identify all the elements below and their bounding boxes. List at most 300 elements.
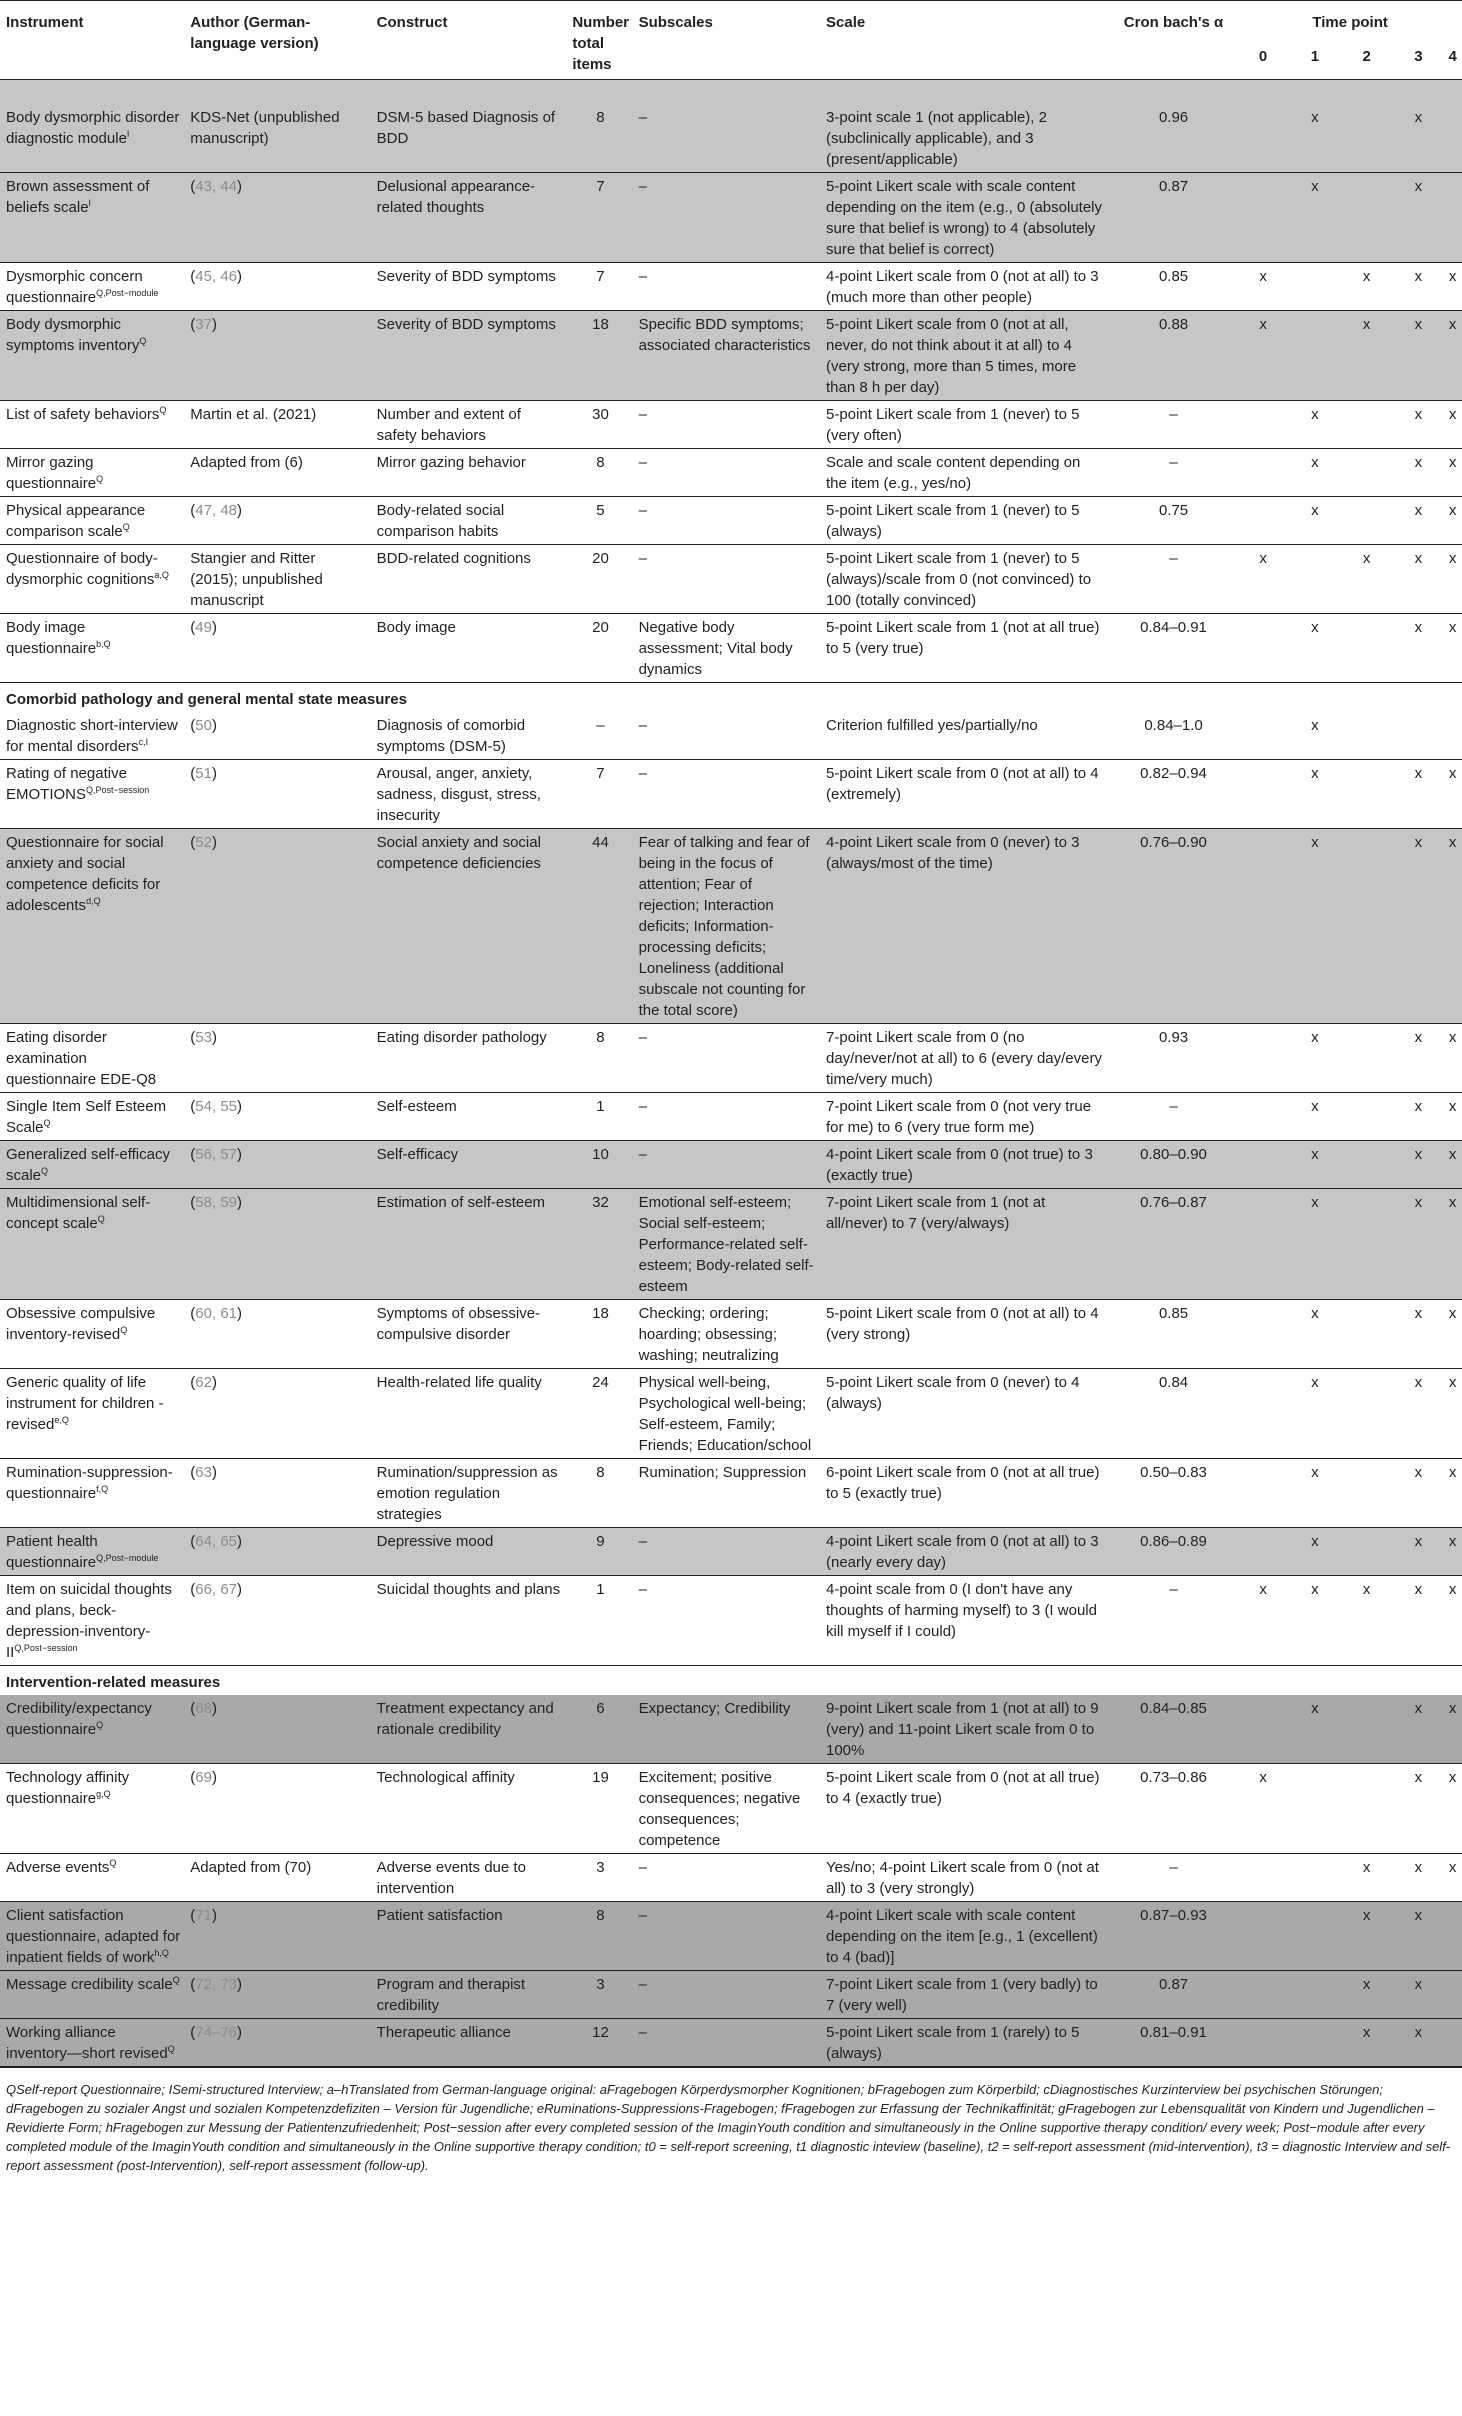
instrument-superscript: Q	[96, 1720, 104, 1730]
reference-link[interactable]: 60, 61	[195, 1305, 238, 1322]
timepoint-0-cell	[1236, 1695, 1288, 1764]
number-items-cell: 8	[596, 454, 605, 471]
number-items-cell: –	[596, 717, 605, 734]
timepoint-1-cell: x	[1311, 406, 1319, 423]
subscales-cell: –	[638, 717, 647, 734]
instrument-superscript: e,Q	[54, 1415, 69, 1425]
scale-cell: 5-point Likert scale from 0 (not at all, never, do not think about it at all) to 4 (very strong, more than 5 times, more than 8 h per day)	[826, 316, 1077, 396]
author-text: Stangier and Ritter (2015); unpublished manuscript	[190, 550, 323, 609]
table-body	[0, 80, 1462, 2067]
timepoint-4-cell: x	[1448, 1374, 1457, 1391]
timepoint-0-cell	[1236, 1024, 1288, 1093]
number-items-cell: 8	[596, 1029, 605, 1046]
number-items-cell: 20	[592, 550, 609, 567]
timepoint-3-cell: x	[1414, 619, 1423, 636]
instrument-cell	[0, 1141, 184, 1189]
construct-cell: DSM-5 based Diagnosis of BDD	[376, 109, 556, 147]
timepoint-4-cell: x	[1448, 834, 1457, 851]
instrument-superscript: Q	[41, 1166, 49, 1176]
table-row	[0, 1971, 1462, 2019]
author-text: KDS-Net (unpublished manuscript)	[190, 109, 340, 147]
instrument-superscript: Q	[172, 1975, 180, 1985]
timepoint-2-cell: x	[1362, 550, 1371, 567]
number-items-cell: 18	[592, 316, 609, 333]
timepoint-4-cell: x	[1448, 1194, 1457, 1211]
timepoint-2-cell	[1340, 173, 1392, 263]
timepoint-2-cell	[1340, 449, 1392, 497]
instrument-superscript: Q,Post−module	[96, 1553, 159, 1563]
subscales-cell: –	[638, 502, 647, 519]
author-cell: (58, 59)	[190, 1194, 243, 1211]
construct-cell: Self-efficacy	[376, 1146, 459, 1163]
reference-link[interactable]: 37	[195, 316, 212, 333]
cronbach-alpha-cell: –	[1169, 1098, 1178, 1115]
timepoint-4-cell: x	[1448, 765, 1457, 782]
number-items-cell: 9	[596, 1533, 605, 1550]
timepoint-3-cell: x	[1414, 2024, 1423, 2041]
number-items-cell: 8	[596, 1464, 605, 1481]
header-scale: Scale	[826, 14, 866, 31]
instrument-superscript: Q	[96, 474, 104, 484]
footnote-text: QSelf-report Questionnaire; ISemi-structured Interview; a–hTranslated from German-language original: aFragebogen Körperdysmorpher Kognitionen; bFragebogen zum Körperbild; cDiagnostisches Kurzinterview bei psychischen Störungen; dFragebogen zu sozialer Angst und sozialen Kompetenzdefiziten – Version für Jugendliche; eRuminations-Suppressions-Fragebogen; fFragebogen zur Erfassung der Technikaffinität; gFragebogen zur Lebensqualität von Kindern und Jugendlichen – Revidierte Form; hFragebogen zur Messung der Patientenzufriedenheit; Post−session after every completed session of the ImaginYouth condition and simultaneously in the Online supportive therapy condition/ every week; Post−module after every completed module of the ImaginYouth condition and simultaneously in the Online supportive therapy condition; t0 = self-report screening, t1 diagnostic inteview (baseline), t2 = self-report assessment (mid-intervention), t3 = diagnostic Interview and self-report assessment (post-Intervention), self-report assessment (follow-up).	[6, 2082, 1451, 2173]
reference-link[interactable]: 45, 46	[195, 268, 238, 285]
timepoint-1-cell: x	[1311, 765, 1319, 782]
table-row	[0, 1764, 1462, 1854]
timepoint-4-cell: x	[1448, 1146, 1457, 1163]
instrument-cell	[0, 1369, 184, 1459]
scale-cell: 4-point Likert scale from 0 (never) to 3 (always/most of the time)	[826, 834, 1080, 872]
instrument-name: Dysmorphic concern questionnaire	[6, 268, 143, 306]
timepoint-1-cell	[1288, 1764, 1340, 1854]
scale-cell: 7-point Likert scale from 0 (no day/never/not at all) to 6 (every day/every time/very much)	[826, 1029, 1102, 1088]
instrument-name: Message credibility scale	[6, 1976, 173, 1993]
header-instrument: Instrument	[6, 14, 84, 31]
header-tp-3: 3	[1414, 48, 1423, 66]
timepoint-3-cell: x	[1414, 1464, 1423, 1481]
timepoint-3-cell: x	[1414, 1098, 1423, 1115]
reference-link[interactable]: 62	[195, 1374, 212, 1391]
timepoint-4-cell: x	[1448, 1581, 1457, 1598]
number-items-cell: 3	[596, 1976, 605, 1993]
header-timepoint: Time point	[1312, 14, 1388, 31]
timepoint-1-cell: x	[1311, 1374, 1319, 1391]
subscales-cell: Checking; ordering; hoarding; obsessing; washing; neutralizing	[638, 1305, 779, 1364]
timepoint-1-cell	[1288, 1971, 1340, 2019]
instrument-name: Diagnostic short-interview for mental disorders	[6, 717, 178, 755]
timepoint-0-cell: x	[1259, 268, 1267, 285]
table-footnote	[0, 2067, 1462, 2175]
number-items-cell: 20	[592, 619, 609, 636]
timepoint-3-cell	[1392, 712, 1444, 760]
table-row	[0, 829, 1462, 1024]
subscales-cell: –	[638, 1146, 647, 1163]
timepoint-3-cell: x	[1414, 109, 1423, 126]
timepoint-0-cell	[1236, 1300, 1288, 1369]
timepoint-2-cell	[1340, 104, 1392, 173]
timepoint-0-cell	[1236, 449, 1288, 497]
construct-cell: Delusional appearance-related thoughts	[376, 178, 536, 216]
scale-cell: 5-point Likert scale from 0 (never) to 4 (always)	[826, 1374, 1080, 1412]
construct-cell: Rumination/suppression as emotion regulation strategies	[376, 1464, 558, 1523]
cronbach-alpha-cell: 0.76–0.87	[1140, 1194, 1207, 1211]
author-cell: (72, 73)	[190, 1976, 243, 1993]
timepoint-4-cell: x	[1448, 1533, 1457, 1550]
construct-cell: BDD-related cognitions	[376, 550, 531, 567]
scale-cell: 5-point Likert scale from 0 (not at all true) to 4 (exactly true)	[826, 1769, 1100, 1807]
instrument-name: Obsessive compulsive inventory-revised	[6, 1305, 156, 1343]
timepoint-1-cell: x	[1311, 834, 1319, 851]
table-row	[0, 1141, 1462, 1189]
timepoint-2-cell: x	[1362, 1581, 1371, 1598]
instrument-cell	[0, 1024, 184, 1093]
instrument-superscript: Q	[43, 1118, 51, 1128]
author-cell: (45, 46)	[190, 268, 243, 285]
scale-cell: Scale and scale content depending on the item (e.g., yes/no)	[826, 454, 1081, 492]
timepoint-0-cell	[1236, 1902, 1288, 1971]
number-items-cell: 6	[596, 1700, 605, 1717]
instrument-name: List of safety behaviors	[6, 406, 160, 423]
author-cell: (68)	[190, 1700, 217, 1717]
timepoint-3-cell: x	[1414, 1374, 1423, 1391]
section-heading: Intervention-related measures	[6, 1674, 221, 1691]
section-row	[0, 683, 1462, 713]
timepoint-4-cell	[1443, 173, 1462, 263]
instrument-cell	[0, 614, 184, 683]
timepoint-4-cell: x	[1448, 1859, 1457, 1876]
cronbach-alpha-cell: 0.84–0.91	[1140, 619, 1207, 636]
subscales-cell: –	[638, 1859, 647, 1876]
author-cell	[184, 545, 370, 614]
reference-link[interactable]: 72, 73	[195, 1976, 238, 1993]
table-row	[0, 1369, 1462, 1459]
number-items-cell: 24	[592, 1374, 609, 1391]
number-items-cell: 8	[596, 109, 605, 126]
cronbach-alpha-cell: 0.93	[1158, 1029, 1189, 1046]
number-items-cell: 12	[592, 2024, 609, 2041]
timepoint-3-cell: x	[1414, 454, 1423, 471]
timepoint-1-cell: x	[1311, 178, 1319, 195]
reference-link[interactable]: 56, 57	[195, 1146, 238, 1163]
author-cell: (64, 65)	[190, 1533, 243, 1550]
timepoint-4-cell: x	[1448, 1029, 1457, 1046]
instrument-cell	[0, 1902, 184, 1971]
number-items-cell: 18	[592, 1305, 609, 1322]
timepoint-3-cell: x	[1414, 1194, 1423, 1211]
timepoint-0-cell	[1236, 1459, 1288, 1528]
table-row	[0, 1528, 1462, 1576]
timepoint-2-cell	[1340, 1300, 1392, 1369]
number-items-cell: 32	[592, 1194, 609, 1211]
author-cell: (47, 48)	[190, 502, 243, 519]
timepoint-2-cell	[1340, 1093, 1392, 1141]
timepoint-0-cell: x	[1259, 1769, 1267, 1786]
author-cell	[184, 401, 370, 449]
instrument-name: Client satisfaction questionnaire, adapted for inpatient fields of work	[6, 1907, 181, 1966]
author-cell: (52)	[190, 834, 217, 851]
timepoint-0-cell	[1236, 1528, 1288, 1576]
instrument-superscript: Q	[159, 405, 167, 415]
instrument-superscript: c,I	[138, 737, 149, 747]
instrument-name: Body dysmorphic symptoms inventory	[6, 316, 140, 354]
timepoint-2-cell	[1340, 1459, 1392, 1528]
cronbach-alpha-cell: 0.80–0.90	[1140, 1146, 1207, 1163]
timepoint-3-cell: x	[1414, 834, 1423, 851]
table-row	[0, 1189, 1462, 1300]
cronbach-alpha-cell: 0.86–0.89	[1140, 1533, 1207, 1550]
author-cell: (74–76)	[190, 2024, 243, 2041]
timepoint-0-cell: x	[1259, 550, 1267, 567]
author-cell	[184, 449, 370, 497]
scale-cell: 4-point scale from 0 (I don't have any thoughts of harming myself) to 3 (I would kill myself if I could)	[826, 1581, 1097, 1640]
subscales-cell: Expectancy; Credibility	[638, 1700, 791, 1717]
timepoint-4-cell	[1443, 1971, 1462, 2019]
timepoint-1-cell: x	[1311, 454, 1319, 471]
number-items-cell: 5	[596, 502, 605, 519]
scale-cell: 7-point Likert scale from 0 (not very true for me) to 6 (very true form me)	[826, 1098, 1092, 1136]
author-cell: (71)	[190, 1907, 217, 1924]
header-tp-2: 2	[1362, 48, 1371, 66]
reference-link[interactable]: 50	[195, 717, 212, 734]
timepoint-2-cell	[1340, 497, 1392, 545]
subscales-cell: –	[638, 178, 647, 195]
number-items-cell: 7	[596, 178, 605, 195]
timepoint-2-cell: x	[1362, 2024, 1371, 2041]
timepoint-1-cell	[1288, 2019, 1340, 2067]
timepoint-3-cell: x	[1414, 1907, 1423, 1924]
timepoint-0-cell	[1236, 760, 1288, 829]
instrument-cell	[0, 173, 184, 263]
cronbach-alpha-cell: 0.87–0.93	[1140, 1907, 1207, 1924]
timepoint-1-cell	[1288, 1854, 1340, 1902]
construct-cell: Diagnosis of comorbid symptoms (DSM-5)	[376, 717, 526, 755]
timepoint-4-cell: x	[1448, 619, 1457, 636]
subscales-cell: –	[638, 550, 647, 567]
timepoint-3-cell: x	[1414, 1029, 1423, 1046]
instrument-superscript: b,Q	[96, 639, 111, 649]
instrument-name: Patient health questionnaire	[6, 1533, 98, 1571]
timepoint-1-cell: x	[1311, 1029, 1319, 1046]
header-spacer-row	[0, 80, 1462, 105]
reference-link[interactable]: 66, 67	[195, 1581, 238, 1598]
construct-cell: Self-esteem	[376, 1098, 457, 1115]
timepoint-0-cell	[1236, 173, 1288, 263]
number-items-cell: 7	[596, 765, 605, 782]
timepoint-0-cell	[1236, 1093, 1288, 1141]
subscales-cell: Fear of talking and fear of being in the focus of attention; Fear of rejection; Interaction deficits; Information-processing deficits; Loneliness (additional subscale not counting for the total score)	[638, 834, 810, 1019]
instrument-superscript: I	[88, 198, 92, 208]
construct-cell: Program and therapist credibility	[376, 1976, 526, 2014]
timepoint-4-cell: x	[1448, 1305, 1457, 1322]
author-text: Adapted from (6)	[190, 454, 303, 471]
construct-cell: Social anxiety and social competence deficiencies	[376, 834, 541, 872]
cronbach-alpha-cell: 0.82–0.94	[1140, 765, 1207, 782]
subscales-cell: –	[638, 765, 647, 782]
number-items-cell: 1	[596, 1098, 605, 1115]
instrument-name: Body image questionnaire	[6, 619, 97, 657]
scale-cell: Yes/no; 4-point Likert scale from 0 (not at all) to 3 (very strongly)	[826, 1859, 1099, 1897]
instrument-cell	[0, 829, 184, 1024]
reference-link[interactable]: 71	[195, 1907, 212, 1924]
table-row	[0, 614, 1462, 683]
timepoint-3-cell: x	[1414, 1581, 1423, 1598]
instrument-name: Brown assessment of beliefs scale	[6, 178, 150, 216]
scale-cell: 5-point Likert scale from 1 (never) to 5 (very often)	[826, 406, 1080, 444]
timepoint-1-cell: x	[1311, 1098, 1319, 1115]
timepoint-4-cell	[1443, 712, 1462, 760]
reference-link[interactable]: 47, 48	[195, 502, 238, 519]
header-subscales: Subscales	[638, 14, 713, 31]
instrument-cell	[0, 1189, 184, 1300]
instrument-name: Working alliance inventory—short revised	[6, 2024, 168, 2062]
timepoint-3-cell: x	[1414, 268, 1423, 285]
construct-cell: Patient satisfaction	[376, 1907, 503, 1924]
table-row	[0, 401, 1462, 449]
timepoint-3-cell: x	[1414, 1146, 1423, 1163]
timepoint-3-cell: x	[1414, 502, 1423, 519]
construct-cell: Body image	[376, 619, 456, 636]
subscales-cell: Specific BDD symptoms; associated characteristics	[638, 316, 811, 354]
reference-link[interactable]: 51	[195, 765, 212, 782]
subscales-cell: –	[638, 1976, 647, 1993]
timepoint-0-cell	[1236, 1189, 1288, 1300]
timepoint-3-cell: x	[1414, 406, 1423, 423]
timepoint-2-cell	[1340, 401, 1392, 449]
timepoint-3-cell: x	[1414, 550, 1423, 567]
author-cell	[184, 1854, 370, 1902]
header-tp-0: 0	[1258, 48, 1268, 66]
reference-link[interactable]: 52	[195, 834, 212, 851]
instrument-name: Generic quality of life instrument for children -revised	[6, 1374, 164, 1433]
timepoint-3-cell: x	[1414, 1533, 1423, 1550]
instrument-cell	[0, 712, 184, 760]
timepoint-1-cell	[1288, 1902, 1340, 1971]
reference-link[interactable]: 68	[195, 1700, 212, 1717]
timepoint-0-cell	[1236, 2019, 1288, 2067]
timepoint-4-cell: x	[1448, 406, 1457, 423]
table-row	[0, 760, 1462, 829]
reference-link[interactable]: 74–76	[195, 2024, 238, 2041]
scale-cell: 5-point Likert scale from 1 (rarely) to 5 (always)	[826, 2024, 1080, 2062]
timepoint-2-cell	[1340, 1764, 1392, 1854]
timepoint-1-cell	[1288, 545, 1340, 614]
construct-cell: Suicidal thoughts and plans	[376, 1581, 561, 1598]
timepoint-1-cell: x	[1311, 1581, 1319, 1598]
subscales-cell: –	[638, 2024, 647, 2041]
table-row	[0, 712, 1462, 760]
subscales-cell: Negative body assessment; Vital body dynamics	[638, 619, 793, 678]
instrument-superscript: Q	[167, 2044, 175, 2054]
instrument-superscript: f,Q	[96, 1484, 109, 1494]
timepoint-4-cell	[1443, 1902, 1462, 1971]
timepoint-4-cell: x	[1448, 316, 1457, 333]
timepoint-2-cell: x	[1362, 1859, 1371, 1876]
instrument-cell	[0, 497, 184, 545]
timepoint-0-cell	[1236, 829, 1288, 1024]
timepoint-4-cell: x	[1448, 1098, 1457, 1115]
cronbach-alpha-cell: 0.96	[1158, 109, 1189, 126]
table-row	[0, 545, 1462, 614]
reference-link[interactable]: 63	[195, 1464, 212, 1481]
reference-link[interactable]: 53	[195, 1029, 212, 1046]
reference-link[interactable]: 54, 55	[195, 1098, 238, 1115]
table-row	[0, 1300, 1462, 1369]
instrument-superscript: Q,Post−session	[86, 785, 150, 795]
table-row	[0, 1024, 1462, 1093]
table-row	[0, 311, 1462, 401]
author-cell: (53)	[190, 1029, 217, 1046]
instrument-cell	[0, 401, 184, 449]
timepoint-1-cell: x	[1311, 502, 1319, 519]
timepoint-2-cell	[1340, 1369, 1392, 1459]
instrument-cell	[0, 1854, 184, 1902]
timepoint-2-cell: x	[1362, 268, 1371, 285]
author-text: Martin et al. (2021)	[190, 406, 317, 423]
subscales-cell: –	[638, 268, 647, 285]
cronbach-alpha-cell: 0.87	[1158, 178, 1189, 195]
number-items-cell: 1	[596, 1581, 605, 1598]
timepoint-3-cell: x	[1414, 1769, 1423, 1786]
instrument-superscript: h,Q	[154, 1948, 169, 1958]
reference-link[interactable]: 49	[195, 619, 212, 636]
timepoint-4-cell	[1443, 2019, 1462, 2067]
reference-link[interactable]: 64, 65	[195, 1533, 238, 1550]
instrument-cell	[0, 449, 184, 497]
construct-cell: Health-related life quality	[376, 1374, 542, 1391]
number-items-cell: 44	[592, 834, 609, 851]
reference-link[interactable]: 69	[195, 1769, 212, 1786]
timepoint-3-cell: x	[1414, 1305, 1423, 1322]
table-row	[0, 1902, 1462, 1971]
reference-link[interactable]: 58, 59	[195, 1194, 238, 1211]
timepoint-0-cell: x	[1259, 316, 1267, 333]
author-cell: (49)	[190, 619, 217, 636]
timepoint-1-cell: x	[1311, 109, 1319, 126]
cronbach-alpha-cell: 0.50–0.83	[1140, 1464, 1207, 1481]
instrument-superscript: Q,Post−session	[14, 1643, 78, 1653]
cronbach-alpha-cell: –	[1169, 1859, 1178, 1876]
table-row	[0, 1459, 1462, 1528]
scale-cell: 5-point Likert scale with scale content depending on the item (e.g., 0 (absolutely sure that belief is wrong) to 4 (absolutely sure that belief is correct)	[826, 178, 1103, 258]
timepoint-2-cell: x	[1362, 1907, 1371, 1924]
spacer-cell	[0, 80, 1462, 105]
header-cronbach: Cron bach's α	[1123, 14, 1224, 31]
timepoint-4-cell: x	[1448, 502, 1457, 519]
cronbach-alpha-cell: –	[1169, 550, 1178, 567]
scale-cell: 4-point Likert scale with scale content depending on the item [e.g., 1 (excellent) to 4 (bad)]	[826, 1907, 1098, 1966]
reference-link[interactable]: 43, 44	[195, 178, 238, 195]
scale-cell: 4-point Likert scale from 0 (not at all) to 3 (much more than other people)	[826, 268, 1099, 306]
table-header	[0, 1, 1462, 80]
scale-cell: 9-point Likert scale from 1 (not at all) to 9 (very) and 11-point Likert scale from 0 to 100%	[826, 1700, 1099, 1759]
header-tp-1: 1	[1310, 48, 1320, 66]
instrument-name: Technology affinity questionnaire	[6, 1769, 130, 1807]
instrument-cell	[0, 1300, 184, 1369]
scale-cell: Criterion fulfilled yes/partially/no	[826, 717, 1038, 734]
cronbach-alpha-cell: 0.84	[1158, 1374, 1189, 1391]
instrument-cell	[0, 1695, 184, 1764]
construct-cell: Depressive mood	[376, 1533, 494, 1550]
instrument-name: Body dysmorphic disorder diagnostic module	[6, 109, 180, 147]
timepoint-4-cell: x	[1448, 550, 1457, 567]
instrument-name: Credibility/expectancy questionnaire	[6, 1700, 152, 1738]
subscales-cell: –	[638, 1907, 647, 1924]
instrument-cell	[0, 1971, 184, 2019]
instrument-cell	[0, 1764, 184, 1854]
instrument-cell	[0, 1459, 184, 1528]
table-row	[0, 1854, 1462, 1902]
subscales-cell: Physical well-being, Psychological well-being; Self-esteem, Family; Friends; Education/school	[638, 1374, 812, 1454]
timepoint-4-cell	[1443, 104, 1462, 173]
